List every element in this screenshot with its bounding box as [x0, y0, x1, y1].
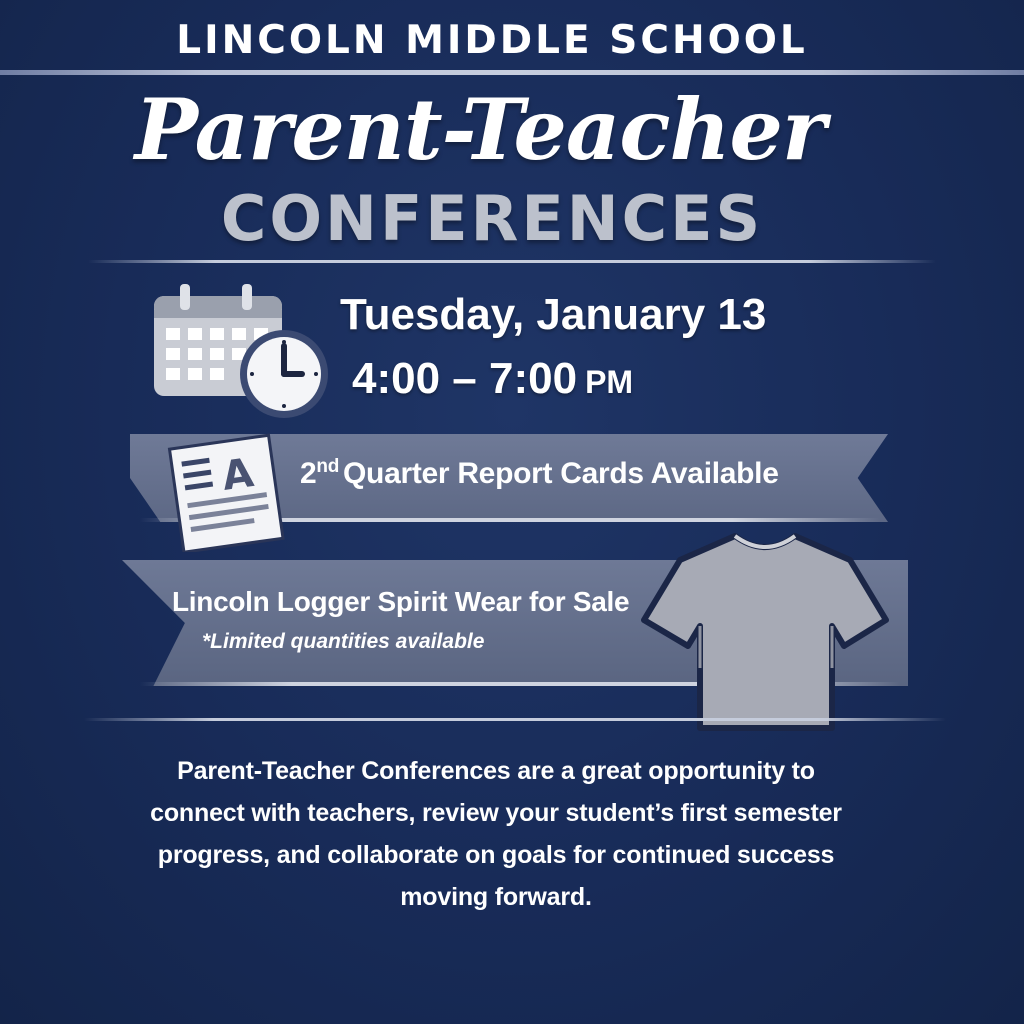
clock-icon: [240, 330, 328, 418]
school-name: LINCOLN MIDDLE SCHOOL: [176, 18, 808, 63]
report-cards-ordinal-suffix: nd: [316, 456, 340, 477]
event-time-suffix: PM: [585, 364, 634, 400]
page-subtitle: CONFERENCES: [220, 182, 764, 255]
calendar-icon: [150, 282, 330, 422]
event-time-range: 4:00 – 7:00: [352, 354, 578, 403]
description-text: Parent-Teacher Conferences are a great opportunity to connect with teachers, review your student’s first semester progress, and collaborate on goals for continued success moving forward.: [150, 757, 842, 911]
spirit-wear-label: Lincoln Logger Spirit Wear for Sale: [172, 586, 630, 617]
top-divider: [0, 70, 1024, 75]
section-divider: [84, 718, 946, 721]
grade-letter: A: [219, 449, 257, 500]
title-divider: [88, 260, 936, 263]
tshirt-icon: [640, 528, 890, 738]
spirit-wear-note: *Limited quantities available: [202, 630, 485, 653]
report-cards-ordinal: 2: [300, 457, 317, 490]
report-cards-label: [300, 456, 779, 491]
report-cards-text: Quarter Report Cards Available: [343, 457, 779, 490]
report-card-icon: [160, 432, 288, 552]
event-date: Tuesday, January 13: [340, 290, 767, 339]
event-time: [352, 354, 633, 404]
page-title: Parent-Teacher: [134, 80, 826, 179]
